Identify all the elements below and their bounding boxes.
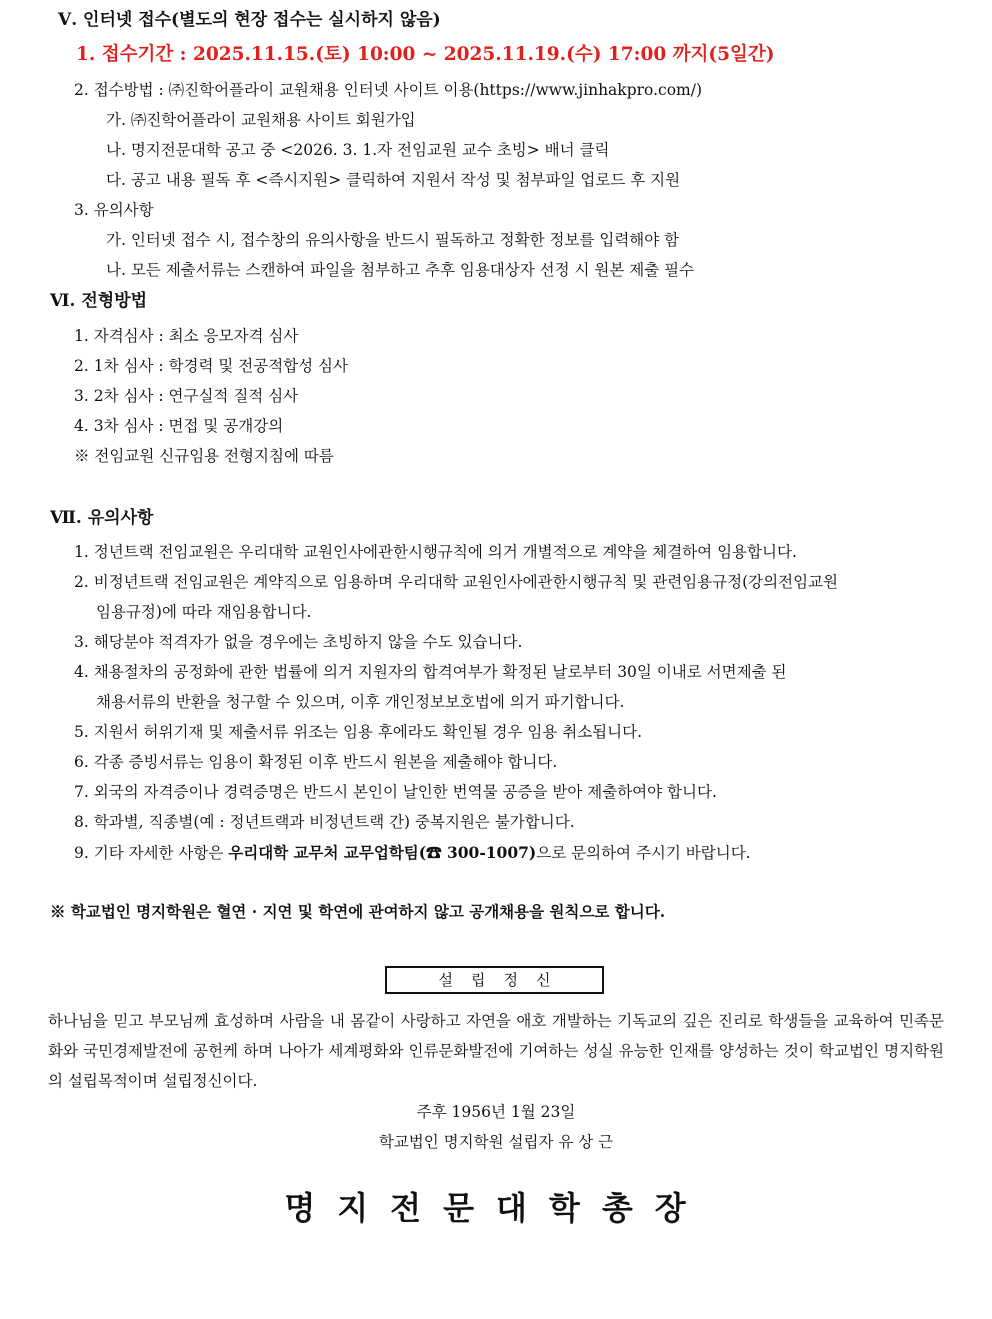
founder-line: 학교법인 명지학원 설립자 유 상 근 [378, 1133, 614, 1151]
screening-item: 2. 1차 심사 : 학경력 및 전공적합성 심사 [74, 357, 348, 375]
founding-paragraph: 하나님을 믿고 부모님께 효성하며 사람을 내 몸같이 사랑하고 자연을 애호 개발하는 기독교의 깊은 진리로 학생들을 교육하여 민족문화와 국민경제발전에 공헌케 하며 나아가 세계평화와 인류문화발전에 기여하는 성실 유능한 인재를 양성하는 것이 학교법인 명지학원의 설립목적이며 설립정신이다. [48, 1012, 944, 1090]
application-method-c: 다. 공고 내용 필독 후 <즉시지원> 클릭하여 지원서 작성 및 첨부파일 업로드 후 지원 [106, 171, 681, 189]
application-method-a: 가. ㈜진학어플라이 교원채용 사이트 회원가입 [106, 111, 416, 129]
screening-item: 3. 2차 심사 : 연구실적 질적 심사 [74, 387, 299, 405]
section6-title: Ⅵ. 전형방법 [50, 291, 148, 311]
notice-item-2: 2. 비정년트랙 전임교원은 계약직으로 임용하며 우리대학 교원인사에관한시행규칙 및 관련임용규정(강의전임교원 [74, 573, 838, 591]
founding-date: 주후 1956년 1월 23일 [416, 1103, 576, 1121]
application-method: 2. 접수방법 : ㈜진학어플라이 교원채용 인터넷 사이트 이용(https://www.jinhakpro.com/) [74, 81, 702, 99]
notice-item-5: 5. 지원서 허위기재 및 제출서류 위조는 임용 후에라도 확인될 경우 임용 취소됩니다. [74, 723, 643, 741]
screening-item: 4. 3차 심사 : 면접 및 공개강의 [74, 417, 284, 435]
section7-title: Ⅶ. 유의사항 [50, 508, 154, 528]
notice-item-4: 4. 채용절차의 공정화에 관한 법률에 의거 지원자의 합격여부가 확정된 날로부터 30일 이내로 서면제출 된 [74, 663, 787, 681]
screening-note: ※ 전임교원 신규임용 전형지침에 따름 [74, 447, 334, 465]
application-notes-a: 가. 인터넷 접수 시, 접수창의 유의사항을 반드시 필독하고 정확한 정보를 입력해야 함 [106, 231, 680, 249]
application-notes-b: 나. 모든 제출서류는 스캔하여 파일을 첨부하고 추후 임용대상자 선정 시 원본 제출 필수 [106, 261, 695, 279]
notice-item-1: 1. 정년트랙 전임교원은 우리대학 교원인사에관한시행규칙에 의거 개별적으로 계약을 체결하여 임용합니다. [74, 543, 797, 561]
notice-item-3: 3. 해당분야 적격자가 없을 경우에는 초빙하지 않을 수도 있습니다. [74, 633, 523, 651]
screening-item: 1. 자격심사 : 최소 응모자격 심사 [74, 327, 299, 345]
contact-office: 우리대학 교무처 교무업학팀(☎ 300-1007) [228, 843, 537, 862]
application-period: 1. 접수기간 : 2025.11.15.(토) 10:00 ~ 2025.11.19.(수) 17:00 까지(5일간) [76, 44, 775, 65]
notice-item-7: 7. 외국의 자격증이나 경력증명은 반드시 본인이 날인한 번역물 공증을 받아 제출하여야 합니다. [74, 783, 717, 801]
notice-item-4-cont: 채용서류의 반환을 청구할 수 있으며, 이후 개인정보보호법에 의거 파기합니다. [96, 693, 625, 711]
founding-spirit-box: 설립정신 [385, 966, 604, 994]
notice-item-2-cont: 임용규정)에 따라 재임용합니다. [96, 603, 312, 621]
president-signature: 명지전문대학총장 [284, 1189, 708, 1227]
policy-note: ※ 학교법인 명지학원은 혈연 · 지연 및 학연에 관여하지 않고 공개채용을 원칙으로 합니다. [50, 902, 666, 921]
application-method-b: 나. 명지전문대학 공고 중 <2026. 3. 1.자 전임교원 교수 초빙> 배너 클릭 [106, 141, 610, 159]
notice-item-9-pre: 9. 기타 자세한 사항은 [74, 844, 229, 862]
notice-item-8: 8. 학과별, 직종별(예 : 정년트랙과 비정년트랙 간) 중복지원은 불가합니다. [74, 813, 575, 831]
notice-item-9-post: 으로 문의하여 주시기 바랍니다. [536, 844, 751, 862]
application-notes: 3. 유의사항 [74, 201, 154, 219]
notice-item-9 [74, 843, 751, 863]
section5-title: Ⅴ. 인터넷 접수(별도의 현장 접수는 실시하지 않음) [58, 10, 441, 30]
notice-item-6: 6. 각종 증빙서류는 임용이 확정된 이후 반드시 원본을 제출해야 합니다. [74, 753, 558, 771]
